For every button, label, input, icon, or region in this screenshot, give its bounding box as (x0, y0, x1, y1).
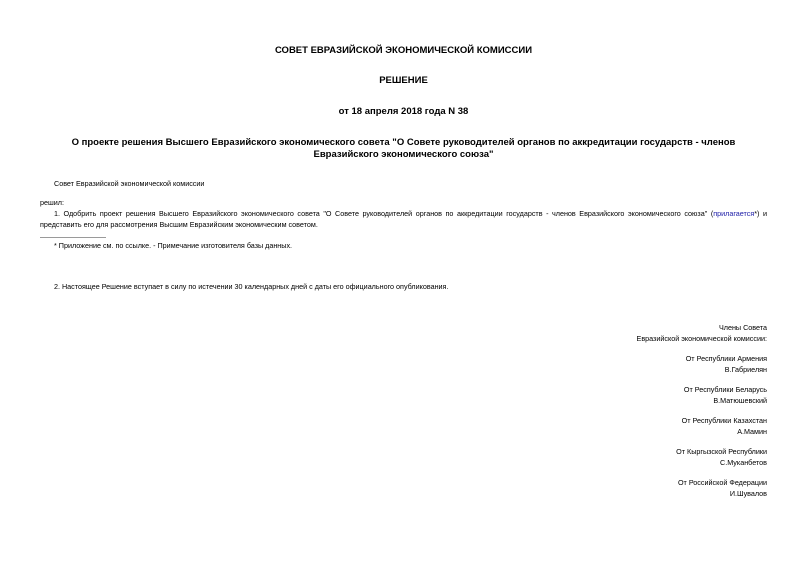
item-1-text-start: 1. Одобрить проект решения Высшего Евразийского экономического совета "О Совете руководителей органов по аккредитации государств - членов Евразийского экономического союза" ( (54, 209, 714, 218)
signature-name: В.Габриелян (724, 365, 767, 374)
signature-name: В.Матюшевский (713, 396, 767, 405)
footnote-divider (40, 237, 106, 238)
document-title: О проекте решения Высшего Евразийского экономического совета "О Совете руководителей органов по аккредитации государств - членов Евразийского экономического союза" (71, 137, 736, 160)
decision-item-1 (40, 208, 767, 230)
signature-country: От Республики Казахстан (681, 416, 767, 425)
signatures-header-line-2: Евразийской экономической комиссии: (636, 334, 767, 343)
signatures-header-line-1: Члены Совета (718, 323, 767, 332)
signature-country: От Российской Федерации (677, 478, 767, 487)
document-date-number: от 18 апреля 2018 года N 38 (338, 106, 469, 117)
annex-link[interactable]: прилагается (713, 209, 755, 218)
signature-country: От Республики Армения (685, 354, 767, 363)
resolved-text: решил: (40, 198, 64, 207)
document-type-heading: РЕШЕНИЕ (379, 75, 428, 86)
signature-name: И.Шувалов (729, 489, 767, 498)
issuer-text: Совет Евразийской экономической комиссии (54, 179, 205, 188)
signature-country: От Кыргызской Республики (676, 447, 767, 456)
signature-name: А.Мамин (737, 427, 767, 436)
item-1-text-end: *) и представить его для рассмотрения Высшим Евразийским экономическим советом. (40, 209, 767, 229)
organization-heading: СОВЕТ ЕВРАЗИЙСКОЙ ЭКОНОМИЧЕСКОЙ КОМИССИИ (274, 45, 533, 56)
signature-name: С.Муканбетов (720, 458, 767, 467)
decision-item-2: 2. Настоящее Решение вступает в силу по истечении 30 календарных дней с даты его официального опубликования. (54, 282, 449, 291)
signature-country: От Республики Беларусь (683, 385, 767, 394)
footnote-text: * Приложение см. по ссылке. - Примечание изготовителя базы данных. (54, 241, 293, 250)
